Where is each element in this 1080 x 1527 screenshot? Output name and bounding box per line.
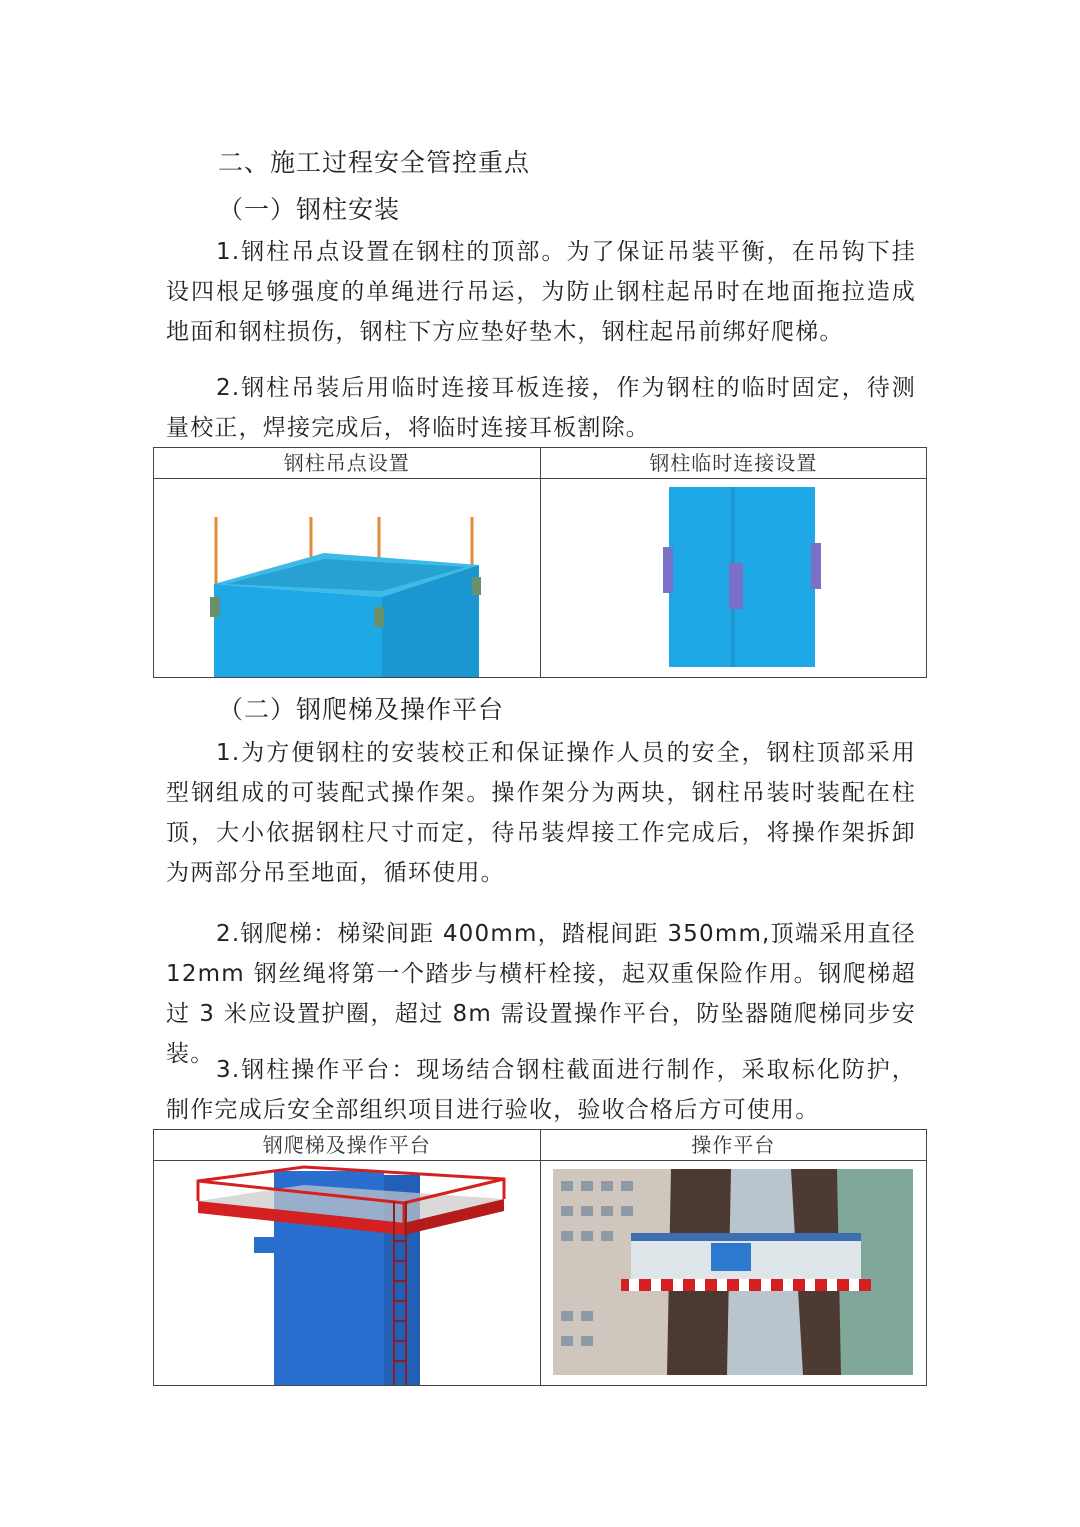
figure-table-steel-column	[153, 447, 927, 678]
operation-platform-photo	[541, 1161, 927, 1385]
steel-column-temporary-connection-image	[541, 479, 927, 677]
paragraph: 1.钢柱吊点设置在钢柱的顶部。为了保证吊装平衡，在吊钩下挂设四根足够强度的单绳进行吊运，为防止钢柱起吊时在地面拖拉造成地面和钢柱损伤，钢柱下方应垫好垫木，钢柱起吊前绑好爬梯。	[166, 239, 916, 345]
image-cell	[154, 479, 541, 678]
figure-table-ladder-platform	[153, 1129, 927, 1386]
paragraph: 2.钢柱吊装后用临时连接耳板连接，作为钢柱的临时固定，待测量校正，焊接完成后，将临时连接耳板割除。	[166, 375, 916, 441]
figure-caption: 钢柱临时连接设置	[540, 448, 927, 479]
paragraph: 1.为方便钢柱的安装校正和保证操作人员的安全，钢柱顶部采用型钢组成的可装配式操作架。操作架分为两块，钢柱吊装时装配在柱顶，大小依据钢柱尺寸而定，待吊装焊接工作完成后，将操作架拆卸为两部分吊至地面，循环使用。	[166, 740, 916, 886]
image-cell	[540, 1161, 927, 1386]
steel-ladder-platform-image	[154, 1161, 540, 1385]
image-cell	[540, 479, 927, 678]
steel-column-lifting-points-image	[154, 479, 540, 677]
paragraph: 2.钢爬梯：梯梁间距 400mm，踏棍间距 350mm,顶端采用直径 12mm 钢丝绳将第一个踏步与横杆栓接，起双重保险作用。钢爬梯超过 3 米应设置护圈，超过 8m 需设置操作平台，防坠器随爬梯同步安装。	[166, 921, 916, 1067]
image-cell	[154, 1161, 541, 1386]
figure-caption: 钢柱吊点设置	[154, 448, 541, 479]
figure-caption: 操作平台	[540, 1130, 927, 1161]
paragraph: 3.钢柱操作平台：现场结合钢柱截面进行制作，采取标化防护，制作完成后安全部组织项目进行验收，验收合格后方可使用。	[166, 1057, 916, 1123]
section-title: 二、施工过程安全管控重点	[218, 148, 531, 177]
figure-caption: 钢爬梯及操作平台	[154, 1130, 541, 1161]
subsection-title-steel-column: （一）钢柱安装	[218, 195, 401, 224]
subsection-title-ladder-platform: （二）钢爬梯及操作平台	[218, 695, 505, 724]
